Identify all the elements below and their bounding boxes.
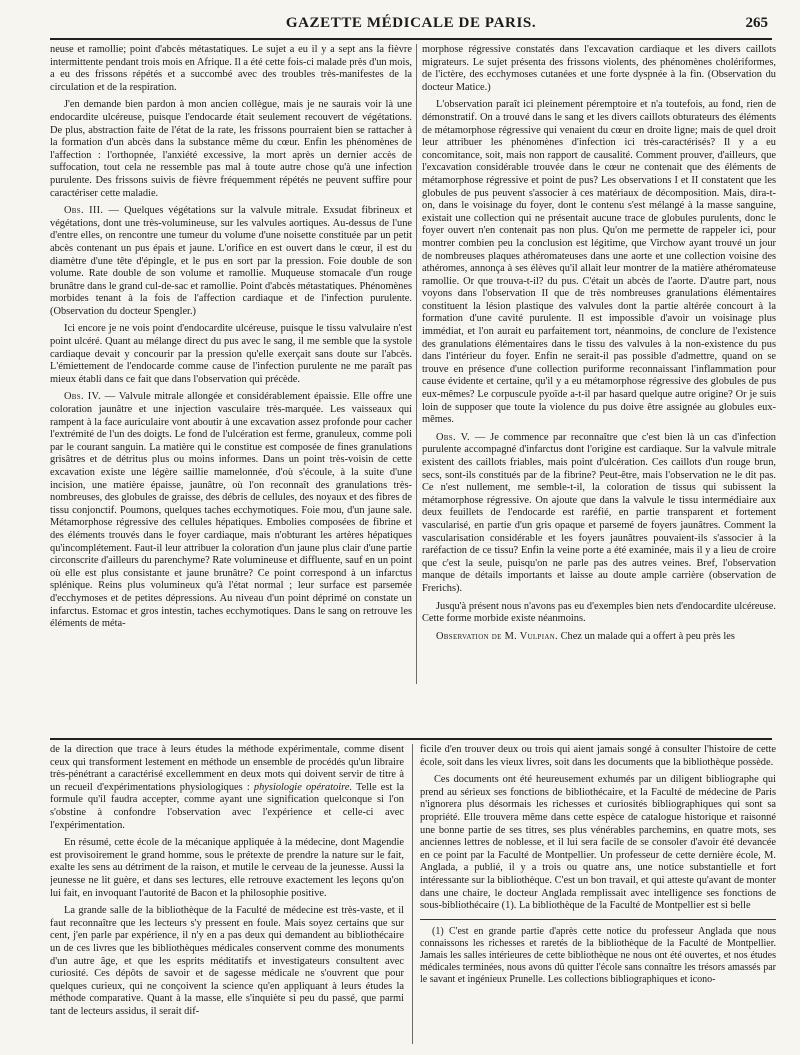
page-header — [50, 12, 772, 40]
paragraph: En résumé, cette école de la mécanique appliquée à la médecine, dont Magendie est provisoirement le grand homme, sous le prétexte de prendre la nature sur le fait, exalte les sens au détriment de la raison, et mutile le cerveau de la jeunesse. Aussi la jeunesse ne lit guère, et dans ses lectures, elle retrouve exactement les leçons qu'on lui fait, en invoquant l'autorité de Bacon et la philosophie positive. — [50, 837, 404, 899]
column-bottom-right — [420, 744, 776, 1044]
column-divider — [412, 744, 413, 1044]
column-top-left — [50, 44, 412, 692]
italic-phrase: physiologie opératoire. — [253, 781, 353, 793]
footnote: (1) C'est en grande partie d'après cette notice du professeur Anglada que nous connaissons les richesses et raretés de la bibliothèque de la Faculté de Montpellier. Jamais les salles intérieures de cette bibliothèque ne nous ont été ouvertes, et nos études médicales terminées, nous avons dû quitter l'école sans connaître les trésors amassés par le savant et ingénieux Prunelle. Les collections bibliographiques et icono- — [420, 925, 776, 985]
paragraph: Jusqu'à présent nous n'avons pas eu d'exemples bien nets d'endocardite ulcéreuse. Cette forme morbide existe néanmoins. — [422, 600, 776, 625]
paragraph: Ces documents ont été heureusement exhumés par un diligent bibliographe qui prend au sérieux ses fonctions de bibliothécaire, et la Faculté de médecine de Paris n'ignorera plus désormais les richesses et curiosités bibliographiques qui sont sa propriété. Elle trouvera même dans cette espèce de catalogue historique et raisonné une bonne partie de ses titres, ses plus vénérables parchemins, en quatre mots, ses anciennes lettres de noblesse, et il lui sera facile de se consoler d'avoir été devancée en ce point par la Faculté de Montpellier. Un professeur de cette dernière école, M. Anglada, a publié, il y a trois ou quatre ans, une notice substantielle et fort intéressante sur la bibliothèque. C'est un bon travail, et qui atteste qu'avant de monter dans une chaire, le docteur Anglada remplissait avec intelligence ses fonctions de sous-bibliothécaire (1). La bibliothèque de la Faculté de Montpellier est si belle — [420, 774, 776, 912]
paragraph: ficile d'en trouver deux ou trois qui aient jamais songé à consulter l'histoire de cette école, soit dans les vieux livres, soit dans les documents que la bibliothèque possède. — [420, 744, 776, 768]
observation-paragraph — [422, 631, 776, 644]
observation-text: Valvule mitrale allongée et considérablement épaissie. Elle offre une coloration jaunâtre et une injection vasculaire très-marquée. Les vaisseaux qui rampent à la face auriculaire vont aboutir à une excavation assez profonde pour cacher l'extrémité de l'un des doigts. Le fond de l'ulcération est ferme, granuleux, comme poli par le courant sanguin. La matière qui le constitue est composée de fines granulations grisâtres et de détritus plus ou moins informes. Dans un point très-voisin de cette excavation existe une légère saillie mamelonnée, d'où s'écoule, à la suite d'une incision, une matière épaisse, jaunâtre, où l'on reconnaît des granulations très-nombreuses, des globules de graisse, des débris de cellules, des noyaux et des fibres de tissu conjonctif. Poumons, quelques taches ecchymotiques. Foie mou, d'un jaune sale. Métamorphose régressive des cellules hépatiques. Embolies composées de fibrine et des éléments trouvés dans le foyer cardiaque, mais n'obturant les artères hépatiques qu'incomplétement. Faut-il leur attribuer la coloration d'un jaune plus clair d'une partie circonscrite d'ailleurs du parenchyme? Rate volumineuse et diffluente, sauf en un point où elle est plus consistante et jaune brunâtre? Ce point correspond à un infarctus splénique. Reins plus volumineux qu'à l'état normal ; leur surface est parsemée d'ecchymoses et de petites dépressions. Au niveau d'un point déprimé on constate un infarctus. Estomac et gros intestin, taches ecchymotiques. Dans le sang on retrouve les éléments de méta- — [50, 391, 412, 630]
observation-label: Obs. V. — — [436, 431, 486, 443]
observation-text: Quelques végétations sur la valvule mitrale. Exsudat fibrineux et végétations, dont une très-volumineuse, sur les valvules aortiques. Au-dessus de l'une d'entre elles, on rencontre une tumeur du volume d'une noisette constituée par un petit abcès contenant un pus épais et jaune. L'orifice en est ouvert dans le cœur, il est du diamètre d'une tête d'épingle, et le pus en sort par la pression. Foie double de son volume. Rate double de son volume et ramollie. Muqueuse stomacale d'un rouge brunâtre dans le grand cul-de-sac et ramollie. Point d'abcès métastatiques. Phénomènes morbides tenant à la fois de l'affection cardiaque et de l'infection purulente. (Observation du docteur Spengler.) — [50, 205, 412, 317]
paragraph: L'observation paraît ici pleinement péremptoire et n'a toutefois, au fond, rien de démonstratif. On a trouvé dans le sang et les divers caillots obturateurs des éléments de métamorphose régressive qui venaient du cœur en droite ligne; mais de quel droit leur attribuer les phénomènes d'infection ici très-caractérisés? Il y a eu concomitance, soit, mais non rapport de causalité. Comment prouver, d'ailleurs, que l'excavation considérable trouvée dans le cœur ne contenait que des éléments de métamorphose régressive et point de pus? Les observations I et II constatent que les globules de pus peuvent s'associer à ces matériaux de décomposition. Mais, dira-t-on, dans le voisinage du foyer, dont le contenu s'est mélangé à la masse sanguine, existait une collection qui ne présentait aucune trace de globules purulents, donc le foyer ouvert n'en contenait pas non plus. Qu'on me permette de rappeler ici, pour montrer combien peu la conclusion est légitime, que Virchow ayant trouvé un jour de nombreuses plaques athéromateuses dans une aorte et une collection voisine des athéromes, annonça à ses élèves qu'il allait leur montrer de la matière athéromateuse ramollie. Or que trouva-t-il? du pus. C'était un abcès de l'aorte. D'autre part, nous voyons dans l'observation II que de très nombreuses granulations élémentaires constituent la lésion plastique des valvules dont la partie altérée concourt à la formation d'une cavité purulente. Il est impossible d'avoir un voisinage plus immédiat, et l'on aurait eu parfaitement tort, néanmoins, de conclure de l'existence des granulations élémentaires dans le tissu des valvules à la non-existence du pus dans l'intérieur du foyer. Enfin ne serait-il pas possible d'admettre, quand on se trouve en présence d'une collection puriforme reconnaissant l'inflammation pour cause évidente et certaine, qu'il y a eu métamorphose régressive des globules de pus eux-mêmes? Le corpuscule pyoïde a-t-il par hasard quelque autre origine? Or je suis loin de supposer que toute la violence du pus doive être assignée au globules eux-mêmes. — [422, 99, 776, 426]
observation-paragraph — [50, 391, 412, 630]
observation-text: Je commence par reconnaître que c'est bien là un cas d'infection purulente accompagné d'infarctus dont l'origine est cardiaque. Sur la valvule mitrale existent des caillots friables, mais point d'ulcération. Ces caillots d'un rouge brun, secs, sont-ils constitués par de la fibrine? Peut-être, mais l'observation ne le dit pas. Ce n'est nullement, me semble-t-il, la coloration de tissus qui subissent la métamorphose régressive. On ajoute que dans la valvule le tissu intermédiaire aux deux feuillets de l'endocarde est raréfié, en partie transparent et fortement vascularisé, en partie d'un gris opaque et parsemé de foyers jaunâtres. Comment la vascularisation considérable et les foyers jaunâtres pouvaient-ils s'associer à la raréfaction de ce tissu? Enfin la veine porte a été examinée, mais il y a lieu de croire que c'est la seule, puisqu'on ne parle pas des autres veines. Bref, l'observation manque de détails importants et laisse au doute ample carrière (observation de Frerichs). — [422, 431, 776, 594]
observation-label: Observation de M. Vulpian. — [436, 630, 558, 642]
text-run: Telle est la formule qu'il faudra accepter, comme ayant une signification quelconque si l'on s'obstine à confondre l'observation avec l'expérience et celle-ci avec l'expérimentation. — [50, 781, 404, 831]
text-run: de la direction que trace à leurs études la méthode expérimentale, comme disent ceux qui transforment lestement en méthode un ensemble de procédés qu'un libraire très-pénétrant a caractérisé excellemment en deux mots qui doivent servir de titre à un recueil d'expérimentations physiologiques : — [50, 744, 404, 793]
section-divider — [50, 738, 772, 740]
observation-paragraph — [422, 432, 776, 596]
paragraph: J'en demande bien pardon à mon ancien collègue, mais je ne saurais voir là une endocardite ulcéreuse, puisque l'endocarde était seulement recouvert de végétations. De plus, abstraction faite de l'état de la rate, les frissons pourraient bien se rattacher à la formation d'un abcès dans la substance même du cœur. Enfin les phénomènes de l'affection : l'orthopnée, l'anxiété excessive, la mort après un dernier accès de suffocation, tout cela ne ressemble pas mal à toute autre chose qu'à une infection purulente. Des frissons suivis de fièvre fréquemment répétés ne peuvent suffire pour caractériser cette maladie. — [50, 99, 412, 199]
observation-label: Obs. III. — — [64, 205, 120, 217]
column-divider — [416, 44, 417, 684]
paragraph: La grande salle de la bibliothèque de la Faculté de médecine est très-vaste, et il faut reconnaître que les lecteurs s'y pressent en foule. Mais soyez certains que sur cent, j'en parle par expérience, il n'y en a pas deux qui demandent au bibliothécaire un de ces livres que les bibliothèques médicales conservent comme des monuments d'un autre âge, et que les esprits méditatifs et investigateurs consultent avec curiosité. Ces dépôts de savoir et de sagesse médicale ne s'ouvrent que pour quelques curieux, qui ne conçoivent la science qu'en appliquant à leurs études la méthode comparative. Quant à la masse, elle s'inquiète si peu du passé, que parmi tant de lecteurs assidus, il serait dif- — [50, 905, 404, 1017]
column-top-right — [422, 44, 776, 692]
observation-paragraph — [50, 205, 412, 318]
paragraph: morphose régressive constatés dans l'excavation cardiaque et les divers caillots migrateurs. Le sujet présenta des frissons violents, des phénomènes cholériformes, de l'ictère, des ecchymoses cutanées et une forte dyspnée à la fin. (Observation du docteur Matice.) — [422, 44, 776, 93]
footnote-rule — [420, 919, 776, 920]
page-number: 265 — [745, 15, 768, 31]
paragraph: Ici encore je ne vois point d'endocardite ulcéreuse, puisque le tissu valvulaire n'est point ulcéré. Quant au mélange direct du pus avec le sang, il me semble que la systole cardiaque devait y concourir par la pression qu'elle exerçait sans doute sur l'abcès. L'émiettement de l'endocarde comme cause de l'infection purulente ne me paraît pas mieux établi dans ce fait que dans l'observation qui précède. — [50, 323, 412, 385]
paragraph — [50, 744, 404, 832]
paragraph: neuse et ramollie; point d'abcès métastatiques. Le sujet a eu il y a sept ans la fièvre intermittente pendant trois mois en Afrique. Il a été cette fois-ci malade près d'un mois, a eu des frissons répétés et a succombé avec des troubles très-manifestes de la circulation et de la respiration. — [50, 44, 412, 93]
column-bottom-left — [50, 744, 404, 1044]
observation-text: Chez un malade qui a offert à peu près les — [560, 630, 735, 642]
observation-label: Obs. IV. — — [64, 391, 116, 403]
journal-title: GAZETTE MÉDICALE DE PARIS. — [285, 15, 537, 31]
